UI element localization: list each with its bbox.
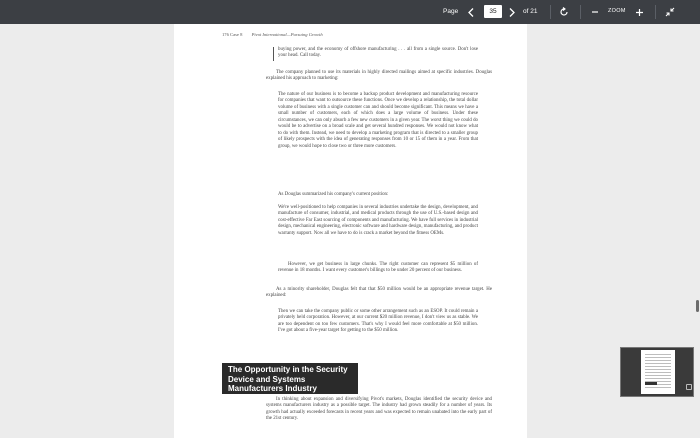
- paragraph: The nature of our business is to become a backup product development and manufacturing resource for companies that want to outsource these functions. Once we develop a relationship, the total dollar volume of business with a single customer can and should become significant. This means we have a small number of customers, each of which does a large volume of business. Under these circumstances, we can only absorb a few new customers in a given year. The worst thing we could do would be to advertise on a broad scale and get several hundred responses. We would not know what to do with them. Instead, we need to develop a marketing program that is directed to a smaller group of likely prospects with the idea of generating responses from 10 or 15 of them in a year. From that group, we would hope to close two or three more customers.: [278, 92, 478, 149]
- paragraph: We're well-positioned to help companies in several industries undertake the design, development, and manufacture of consumer, industrial, and medical products through the use of U.S.-based design and cost-effective Far East sourcing of components and manufacturing. We have full services in industrial design, mechanical engineering, electronic software and hardware design, manufacturing, and product warranty support. Now all we have to do is crack a market beyond the fitness OEMs.: [278, 205, 478, 236]
- paragraph: The company planned to use its materials in highly directed mailings aimed at specific industries. Douglas explained his approach to marketing:: [266, 70, 492, 82]
- running-head: [222, 32, 323, 37]
- running-head-title: Pivot International—Pursuing Growth: [251, 32, 323, 37]
- rotate-icon: [559, 7, 569, 17]
- toolbar-divider: [655, 5, 656, 19]
- pdf-toolbar: [0, 0, 700, 24]
- next-page-button[interactable]: [505, 4, 519, 20]
- chevron-left-icon: [468, 8, 474, 17]
- zoom-in-button[interactable]: [632, 4, 646, 20]
- plus-icon: [635, 8, 644, 17]
- page-thumbnail-navigator[interactable]: [620, 347, 694, 397]
- rotate-button[interactable]: [557, 4, 571, 20]
- zoom-label: ZOOM: [608, 8, 626, 14]
- paragraph: In thinking about expansion and diversifying Pivot's markets, Douglas identified the security device and systems manufacturers industry as a possible target. The industry had grown steadily for a number of years. Its growth had actually exceeded forecasts in recent years and was expected to remain unabated into the early part of the 21st century.: [266, 397, 492, 422]
- paragraph: As a minority shareholder, Douglas felt that that $50 million would be an appropriate revenue target. He explained:: [266, 287, 492, 299]
- zoom-out-button[interactable]: [588, 4, 602, 20]
- scrollbar-thumb[interactable]: [696, 300, 699, 312]
- toolbar-divider: [580, 5, 581, 19]
- total-pages-label: of 21: [523, 8, 538, 15]
- page-number-input[interactable]: [484, 5, 502, 18]
- minus-icon: [591, 8, 599, 16]
- quote-bar: [273, 47, 274, 61]
- document-page: [174, 24, 527, 438]
- toolbar-divider: [550, 5, 551, 19]
- chevron-right-icon: [509, 8, 515, 17]
- section-heading-line: The Opportunity in the Security: [228, 365, 348, 374]
- thumbnail-expand-icon[interactable]: [686, 384, 692, 390]
- section-heading: [222, 363, 358, 394]
- section-heading-line: Manufacturers Industry: [228, 384, 317, 394]
- section-heading-line: Device and Systems: [228, 374, 306, 384]
- running-head-case: 176 Case 8: [222, 32, 243, 37]
- paragraph: buying power, and the economy of offshore manufacturing . . . all from a single source. Don't lose your head. Call today.: [278, 47, 478, 59]
- collapse-icon: [665, 7, 675, 17]
- previous-page-button[interactable]: [464, 4, 478, 20]
- paragraph: As Douglas summarized his company's current position:: [278, 192, 389, 197]
- collapse-button[interactable]: [663, 4, 677, 20]
- paragraph: Then we can take the company public or some other arrangement such as an ESOP. It could remain a privately held corporation. However, at our current $20 million revenue, I don't view us as stable. We are too dependent on too few customers. That's why I would feel more comfortable at $50 million. I've got about a five-year target for getting to the $50 million.: [278, 309, 478, 334]
- paragraph: However, we get business in large chunks. The right customer can represent $5 million of revenue in 18 months. I want every customer's billings to be under 20 percent of our business.: [278, 262, 478, 274]
- page-label: Page: [443, 8, 459, 15]
- thumbnail-heading: [645, 382, 657, 385]
